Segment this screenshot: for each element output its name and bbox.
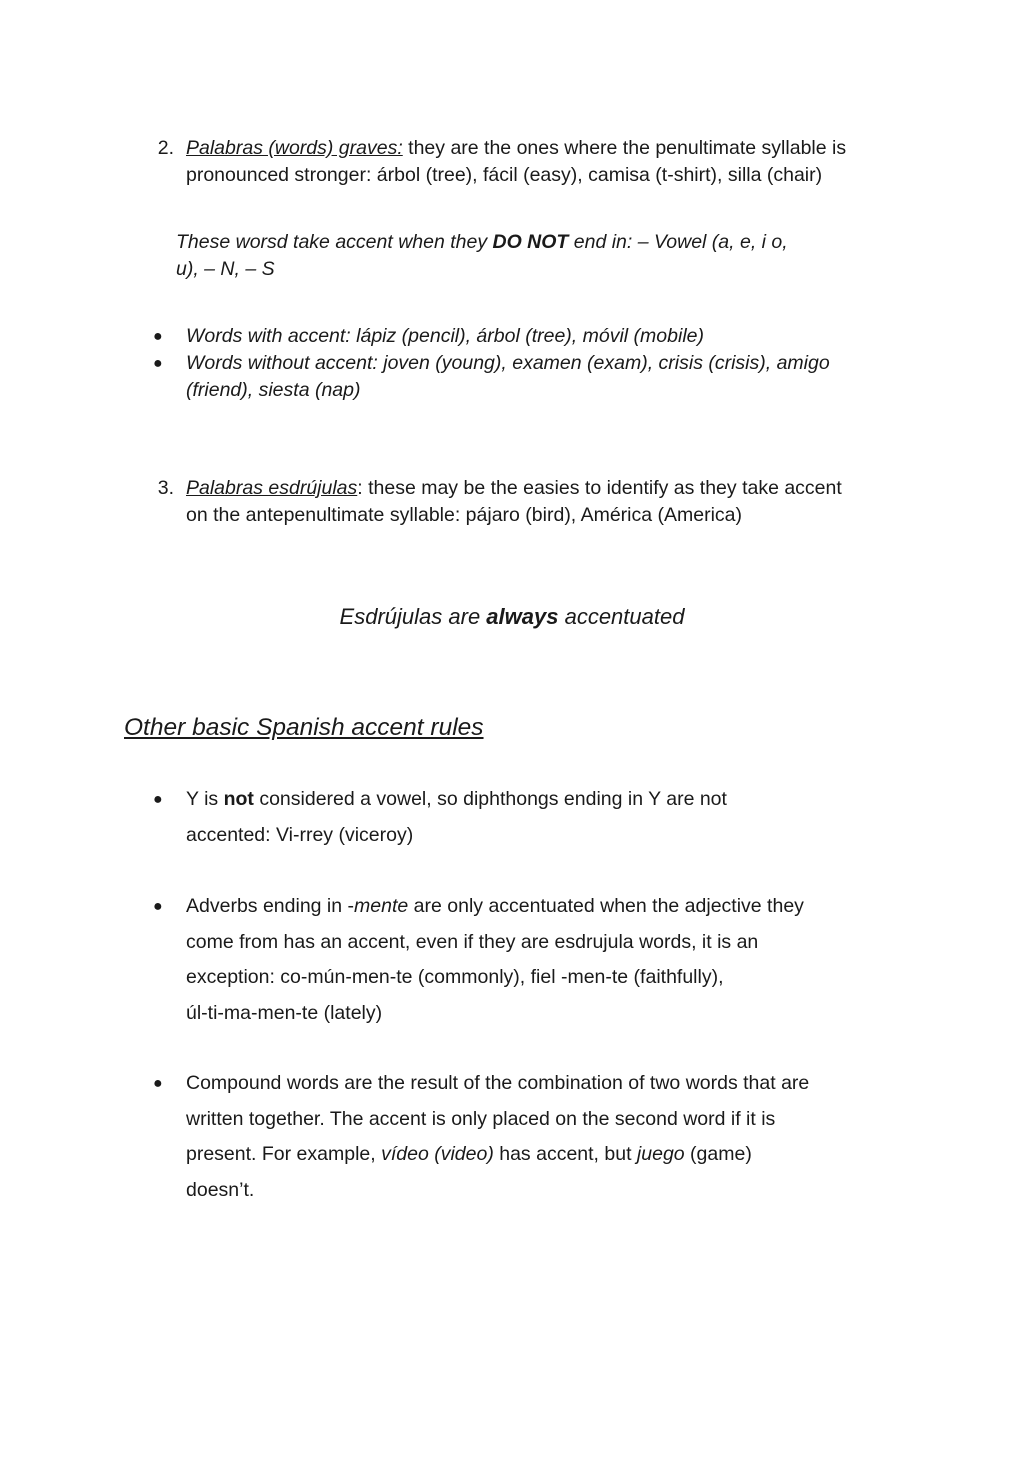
esdrujulas-term: Palabras esdrújulas bbox=[186, 477, 358, 499]
bullet-marker: ● bbox=[153, 328, 163, 345]
list-number: 2. bbox=[157, 137, 174, 159]
words-without-accent-line2: (friend), siesta (nap) bbox=[186, 379, 361, 401]
rule-y-pre: Y is bbox=[186, 788, 224, 810]
esdrujulas-note-post: accentuated bbox=[558, 604, 685, 629]
esdrujulas-text-line1: : these may be the easies to identify as they take accent bbox=[357, 477, 842, 499]
bullet-marker: ● bbox=[153, 1075, 163, 1092]
bullet-marker: ● bbox=[153, 355, 163, 372]
bullet-marker: ● bbox=[153, 791, 163, 808]
esdrujulas-paragraph bbox=[186, 475, 906, 529]
rule-compound-mid3: has accent, but bbox=[493, 1143, 637, 1165]
graves-note bbox=[176, 229, 896, 283]
graves-note-bold: DO NOT bbox=[492, 231, 569, 253]
esdrujulas-note bbox=[0, 602, 1024, 632]
graves-term: Palabras (words) graves: bbox=[186, 137, 403, 159]
words-without-accent bbox=[186, 350, 906, 404]
rule-mente-italic: mente bbox=[354, 895, 409, 917]
bullet-marker: ● bbox=[153, 898, 163, 915]
graves-text-line1: they are the ones where the penultimate syllable is bbox=[402, 137, 847, 159]
words-with-accent: Words with accent: lápiz (pencil), árbol (tree), móvil (mobile) bbox=[186, 325, 704, 347]
rule-mente-line3: exception: co-mún-men-te (commonly), fiel -men-te (faithfully), bbox=[186, 966, 724, 988]
section-title: Other basic Spanish accent rules bbox=[124, 714, 484, 741]
graves-paragraph bbox=[186, 135, 906, 189]
esdrujulas-note-bold: always bbox=[486, 604, 559, 629]
rule-y-bold: not bbox=[223, 788, 254, 810]
rule-compound-line1: Compound words are the result of the combination of two words that are bbox=[186, 1072, 810, 1094]
rule-y bbox=[186, 782, 906, 853]
graves-note-line2: u), – N, – S bbox=[176, 258, 275, 280]
graves-note-post: end in: – Vowel (a, e, i o, bbox=[568, 231, 788, 253]
rule-mente bbox=[186, 889, 906, 1031]
words-without-accent-line1: Words without accent: joven (young), examen (exam), crisis (crisis), amigo bbox=[186, 352, 830, 374]
rule-compound-post3: (game) bbox=[684, 1143, 752, 1165]
list-number: 3. bbox=[157, 477, 174, 499]
rule-compound-italic-juego: juego bbox=[636, 1143, 685, 1165]
rule-compound bbox=[186, 1066, 906, 1208]
rule-compound-italic-video: vídeo (video) bbox=[381, 1143, 494, 1165]
esdrujulas-text-line2: on the antepenultimate syllable: pájaro (bird), América (America) bbox=[186, 504, 743, 526]
rule-mente-pre: Adverbs ending in - bbox=[186, 895, 355, 917]
rule-mente-line4: úl-ti-ma-men-te (lately) bbox=[186, 1001, 383, 1024]
esdrujulas-note-pre: Esdrújulas are bbox=[339, 604, 487, 629]
graves-text-line2: pronounced stronger: árbol (tree), fácil (easy), camisa (t-shirt), silla (chair) bbox=[186, 164, 823, 186]
graves-note-pre: These worsd take accent when they bbox=[176, 231, 493, 253]
rule-y-line2: accented: Vi-rrey (viceroy) bbox=[186, 823, 414, 846]
rule-compound-line2: written together. The accent is only placed on the second word if it is bbox=[186, 1107, 776, 1130]
rule-mente-post: are only accentuated when the adjective they bbox=[408, 895, 804, 917]
rule-y-post: considered a vowel, so diphthongs ending in Y are not bbox=[253, 788, 727, 810]
rule-compound-pre3: present. For example, bbox=[186, 1143, 382, 1165]
rule-mente-line2: come from has an accent, even if they are esdrujula words, it is an bbox=[186, 930, 759, 953]
rule-compound-line4: doesn’t. bbox=[186, 1178, 255, 1201]
